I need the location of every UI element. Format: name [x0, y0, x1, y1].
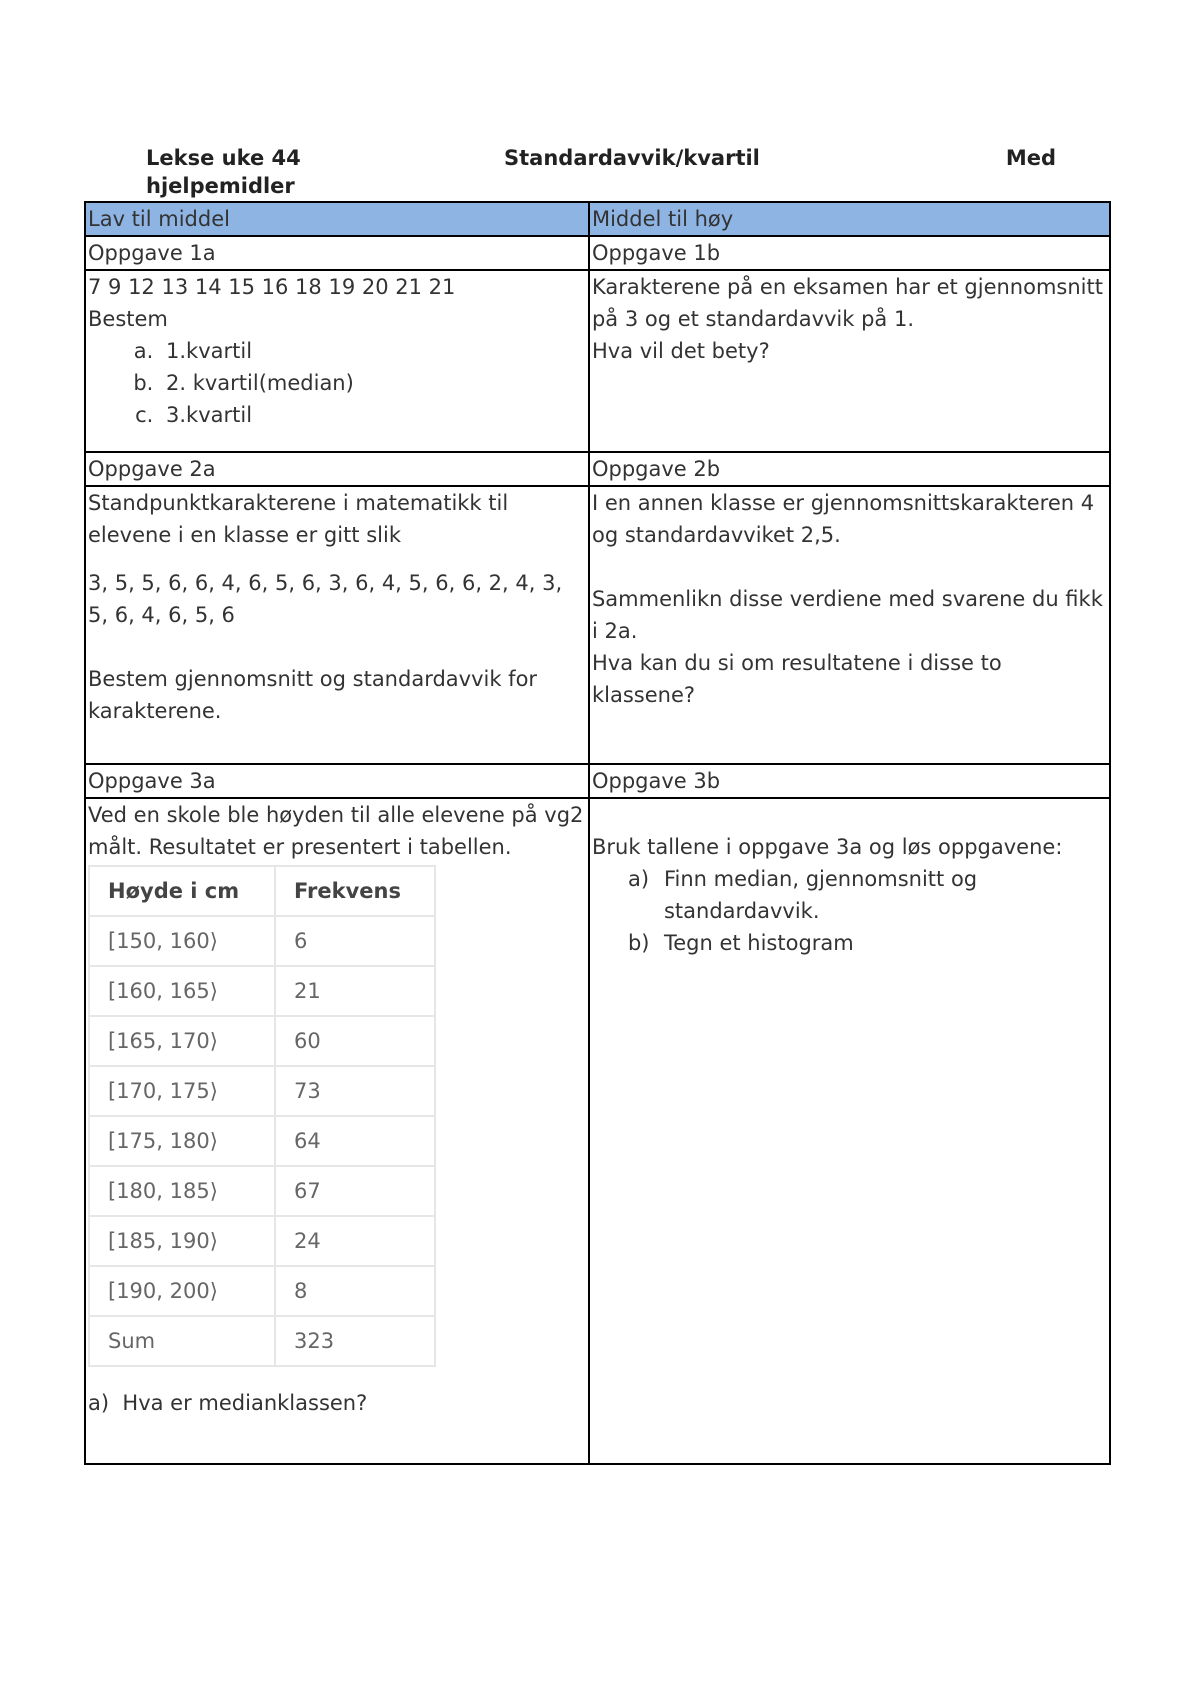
table-cell: 64 [275, 1116, 435, 1166]
task-2a-body [85, 486, 589, 764]
column-header-medium-high: Middel til høy [589, 202, 1110, 236]
task-3b-body [589, 798, 1110, 1464]
task-2b-compare: Sammenlikn disse verdiene med svarene du fikk i 2a. [591, 587, 1103, 643]
list-marker: b) [627, 931, 650, 955]
task-1a-body [85, 270, 589, 452]
task-2b-text: I en annen klasse er gjennomsnittskarakteren 4 og standardavviket 2,5. [591, 491, 1095, 547]
task-1a-list [88, 335, 586, 431]
table-row [89, 916, 435, 966]
document-header [146, 144, 1066, 202]
table-cell: [175, 180⟩ [89, 1116, 275, 1166]
task-3a-label: Oppgave 3a [85, 764, 589, 798]
task-3b-label: Oppgave 3b [589, 764, 1110, 798]
task-3a-body [85, 798, 589, 1464]
table-row [89, 1066, 435, 1116]
list-item [627, 927, 1107, 959]
list-text: Tegn et histogram [663, 931, 854, 955]
table-row [89, 1016, 435, 1066]
task-1a-label: Oppgave 1a [85, 236, 589, 270]
table-cell: 323 [275, 1316, 435, 1366]
task-2b-label: Oppgave 2b [589, 452, 1110, 486]
task-1b-label: Oppgave 1b [589, 236, 1110, 270]
homework-title: Lekse uke 44 hjelpemidler [146, 146, 301, 198]
list-item: a. 1.kvartil [160, 335, 586, 367]
table-cell: [150, 160⟩ [89, 916, 275, 966]
table-cell: [185, 190⟩ [89, 1216, 275, 1266]
column-header-low-medium: Lav til middel [85, 202, 589, 236]
list-text: Finn median, gjennomsnitt og standardavvik. [663, 867, 978, 923]
task-1a-instruction: Bestem [88, 307, 168, 331]
table-cell: [190, 200⟩ [89, 1266, 275, 1316]
question-marker: a) [88, 1391, 110, 1415]
header-frequency: Frekvens [275, 866, 435, 916]
task-1b-text: Karakterene på en eksamen har et gjennomsnitt på 3 og et standardavvik på 1. [591, 275, 1103, 331]
table-row [89, 1266, 435, 1316]
task-2b-body [589, 486, 1110, 764]
tasks-table [84, 201, 1111, 1465]
table-cell: [180, 185⟩ [89, 1166, 275, 1216]
task-2a-grades: 3, 5, 5, 6, 6, 4, 6, 5, 6, 3, 6, 4, 5, 6, 6, 2, 4, 3, 5, 6, 4, 6, 5, 6 [88, 571, 563, 627]
task-3a-intro: Ved en skole ble høyden til alle elevene på vg2 målt. Resultatet er presentert i tabellen. [88, 803, 584, 859]
task-2a-question: Bestem gjennomsnitt og standardavvik for karakterene. [88, 667, 538, 723]
task-2a-label: Oppgave 2a [85, 452, 589, 486]
table-row [89, 966, 435, 1016]
table-row [89, 1166, 435, 1216]
height-frequency-table [88, 865, 436, 1367]
list-item: b. 2. kvartil(median) [160, 367, 586, 399]
task-3b-list [592, 863, 1107, 959]
task-3a-question [88, 1387, 586, 1419]
list-marker: a) [627, 867, 650, 891]
aids-label: Med [1005, 146, 1056, 170]
table-header-row [89, 866, 435, 916]
table-cell: 21 [275, 966, 435, 1016]
table-row [89, 1116, 435, 1166]
table-cell: Sum [89, 1316, 275, 1366]
table-cell: [170, 175⟩ [89, 1066, 275, 1116]
table-cell: 67 [275, 1166, 435, 1216]
table-cell: [160, 165⟩ [89, 966, 275, 1016]
table-cell: [165, 170⟩ [89, 1016, 275, 1066]
task-2b-question: Hva kan du si om resultatene i disse to klassene? [591, 651, 1002, 707]
table-cell: 24 [275, 1216, 435, 1266]
table-sum-row [89, 1316, 435, 1366]
topic-title: Standardavvik/kvartil [504, 146, 760, 170]
task-1a-numbers: 7 9 12 13 14 15 16 18 19 20 21 21 [88, 275, 456, 299]
question-text: Hva er medianklassen? [122, 1391, 368, 1415]
table-row [89, 1216, 435, 1266]
task-1b-body [589, 270, 1110, 452]
table-cell: 60 [275, 1016, 435, 1066]
table-cell: 8 [275, 1266, 435, 1316]
task-3b-intro: Bruk tallene i oppgave 3a og løs oppgavene: [591, 835, 1063, 859]
table-cell: 6 [275, 916, 435, 966]
task-2a-intro: Standpunktkarakterene i matematikk til elevene i en klasse er gitt slik [88, 491, 509, 547]
table-cell: 73 [275, 1066, 435, 1116]
header-height: Høyde i cm [89, 866, 275, 916]
task-1b-question: Hva vil det bety? [591, 339, 770, 363]
list-item: c. 3.kvartil [160, 399, 586, 431]
list-item [627, 863, 1107, 927]
